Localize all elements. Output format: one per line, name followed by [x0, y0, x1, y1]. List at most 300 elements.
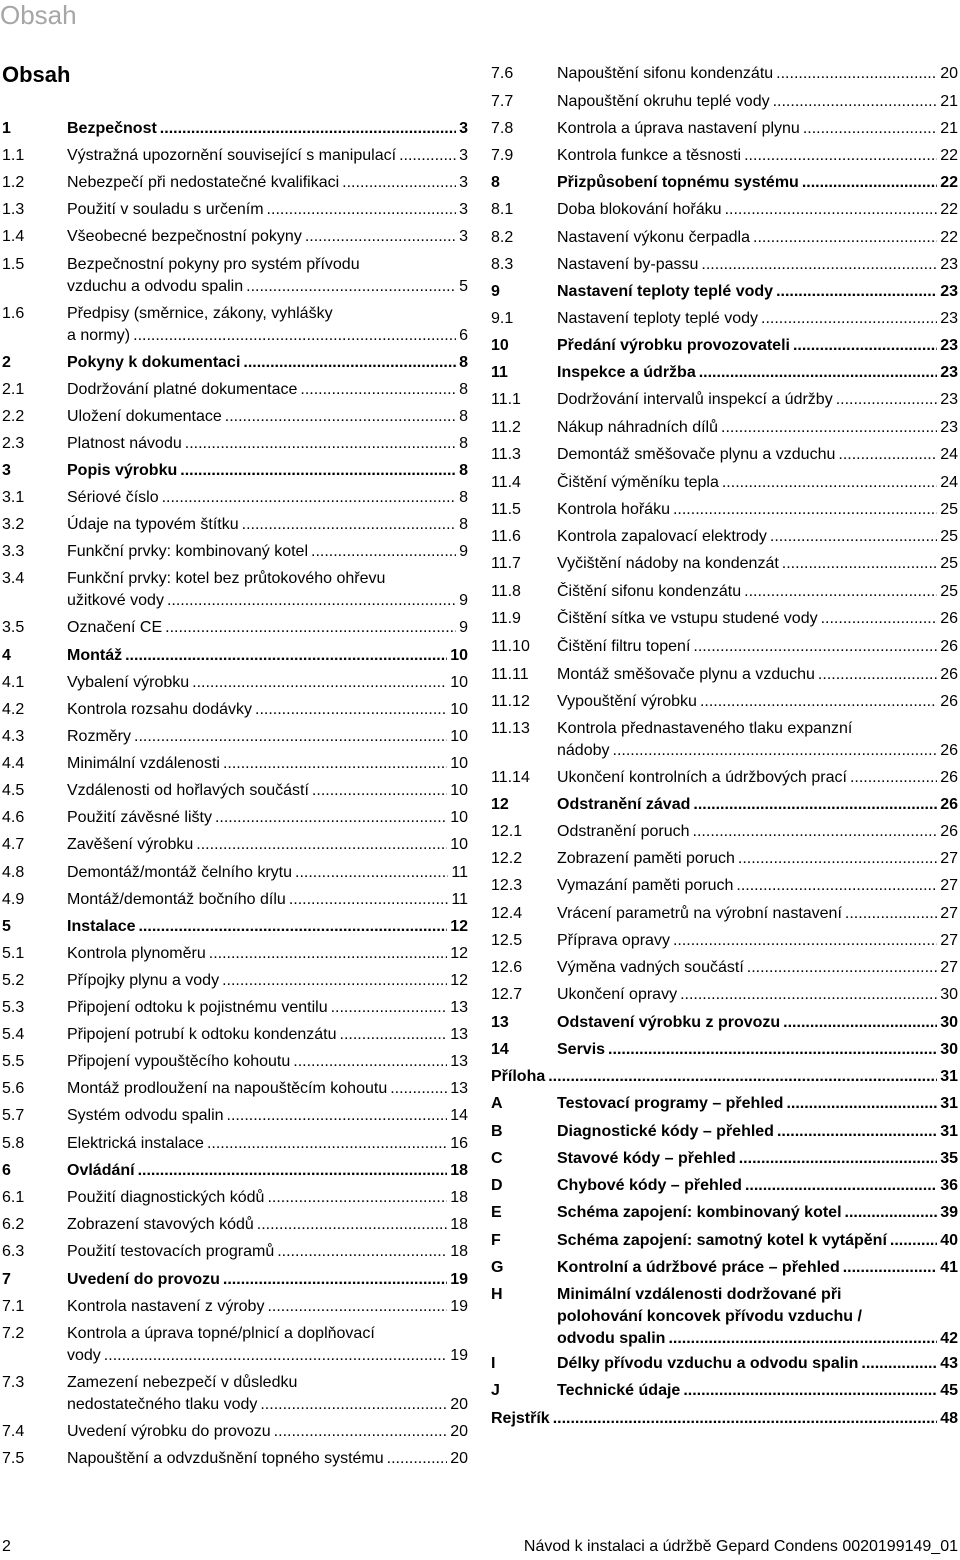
toc-entry-page: 8	[459, 408, 468, 425]
toc-entry-page: 11	[451, 891, 468, 908]
toc-dot-leader	[207, 1133, 447, 1155]
toc-entry-title: nádoby	[557, 742, 610, 759]
toc-entry-title: Sériové číslo	[67, 489, 159, 506]
toc-entry-title: Odstranění poruch	[557, 823, 690, 840]
toc-entry-title: Čištění výměníku tepla	[557, 474, 719, 491]
toc-dot-leader	[387, 1448, 448, 1470]
toc-entry-title: Připojení odtoku k pojistnému ventilu	[67, 999, 328, 1016]
toc-dot-leader	[783, 1012, 937, 1034]
toc-entry[interactable]	[491, 526, 960, 548]
toc-entry[interactable]	[2, 1214, 470, 1236]
toc-entry-page: 23	[940, 310, 958, 327]
toc-entry-number: A	[491, 1095, 503, 1112]
toc-entry-title: Kontrola rozsahu dodávky	[67, 701, 252, 718]
toc-entry-number: 5.5	[2, 1053, 25, 1070]
toc-dot-leader	[312, 780, 447, 802]
toc-entry[interactable]	[491, 1284, 960, 1350]
toc-entry[interactable]	[2, 645, 470, 667]
toc-entry-number: F	[491, 1232, 501, 1249]
toc-entry-title: Minimální vzdálenosti	[67, 755, 220, 772]
toc-entry[interactable]	[491, 1408, 960, 1430]
toc-entry-title: Uvedení do provozu	[67, 1271, 220, 1288]
toc-entry-number: 3.5	[2, 619, 25, 636]
toc-entry[interactable]	[491, 1353, 960, 1375]
toc-entry-title: Vymazání paměti poruch	[557, 877, 734, 894]
toc-entry-number: 5.3	[2, 999, 25, 1016]
toc-entry-page: 13	[450, 999, 468, 1016]
toc-entry-page: 6	[459, 327, 468, 344]
toc-entry[interactable]	[2, 514, 470, 536]
toc-entry-page: 13	[450, 1080, 468, 1097]
toc-dot-leader	[390, 1078, 447, 1100]
toc-entry[interactable]	[491, 821, 960, 843]
toc-entry-title: Vypouštění výrobku	[557, 693, 697, 710]
toc-entry[interactable]	[491, 499, 960, 521]
toc-entry-number: 6	[2, 1162, 11, 1179]
toc-entry-title: Kontrola hořáku	[557, 501, 670, 518]
toc-entry[interactable]	[491, 718, 960, 762]
toc-entry-page: 14	[450, 1107, 468, 1124]
toc-dot-leader	[890, 1230, 937, 1252]
toc-entry-title: Montáž/demontáž bočního dílu	[67, 891, 286, 908]
toc-entry-page: 36	[940, 1177, 958, 1194]
toc-dot-leader	[693, 636, 937, 658]
toc-entry-title: Schéma zapojení: samotný kotel k vytápění	[557, 1232, 887, 1249]
toc-entry-number: 4.4	[2, 755, 25, 772]
toc-entry-title: Montáž	[67, 647, 123, 664]
toc-dot-leader	[725, 199, 938, 221]
toc-entry-number: 11.7	[491, 555, 521, 572]
toc-entry[interactable]	[2, 1296, 470, 1318]
toc-entry-number: 12.2	[491, 850, 523, 867]
toc-dot-leader	[773, 91, 938, 113]
toc-entry-number: C	[491, 1150, 503, 1167]
toc-entry-number: 4.8	[2, 864, 25, 881]
toc-dot-leader	[134, 726, 447, 748]
toc-entry-title: Vybalení výrobku	[67, 674, 190, 691]
toc-entry-title: Systém odvodu spalin	[67, 1107, 224, 1124]
toc-entry[interactable]	[491, 1121, 960, 1143]
toc-entry[interactable]	[491, 1066, 960, 1088]
toc-entry-title: Montáž prodloužení na napouštěcím kohoutu	[67, 1080, 388, 1097]
toc-entry-number: 12.1	[491, 823, 523, 840]
toc-dot-leader	[843, 1257, 937, 1279]
toc-dot-leader	[744, 581, 937, 603]
toc-entry-page: 3	[459, 201, 468, 218]
toc-entry-title: Ukončení kontrolních a údržbových prací	[557, 769, 847, 786]
toc-entry-title: Nastavení výkonu čerpadla	[557, 229, 750, 246]
toc-entry-page: 18	[450, 1189, 468, 1206]
toc-entry-number: 6.3	[2, 1243, 25, 1260]
toc-entry[interactable]	[2, 172, 470, 194]
toc-entry[interactable]	[491, 984, 960, 1006]
toc-entry[interactable]	[2, 672, 470, 694]
toc-entry[interactable]	[491, 691, 960, 713]
toc-entry[interactable]	[2, 1078, 470, 1100]
toc-entry-page: 40	[940, 1232, 958, 1249]
toc-entry-number: 7.8	[491, 120, 514, 137]
toc-entry[interactable]	[491, 308, 960, 330]
toc-entry-number: 1.3	[2, 201, 25, 218]
toc-dot-leader	[850, 767, 937, 789]
toc-entry-number: J	[491, 1382, 500, 1399]
toc-entry-number: 11.10	[491, 638, 530, 655]
toc-dot-leader	[223, 1269, 447, 1291]
toc-entry-page: 9	[459, 592, 468, 609]
toc-entry[interactable]	[2, 943, 470, 965]
toc-entry-number: 2.3	[2, 435, 25, 452]
toc-entry[interactable]	[491, 581, 960, 603]
toc-entry-number: I	[491, 1355, 496, 1372]
toc-dot-leader	[739, 1148, 937, 1170]
toc-entry-number: 6.1	[2, 1189, 25, 1206]
toc-entry-page: 20	[940, 65, 958, 82]
toc-entry-page: 18	[450, 1162, 468, 1179]
toc-entry[interactable]	[2, 379, 470, 401]
toc-entry-number: H	[491, 1286, 503, 1303]
toc-entry-page: 3	[459, 228, 468, 245]
toc-entry[interactable]	[491, 875, 960, 897]
toc-entry-title: odvodu spalin	[557, 1330, 666, 1347]
toc-entry[interactable]	[2, 199, 470, 221]
toc-entry[interactable]	[491, 794, 960, 816]
toc-entry-title: Dodržování platné dokumentace	[67, 381, 298, 398]
toc-entry-title: Instalace	[67, 918, 136, 935]
toc-entry-page: 10	[450, 728, 468, 745]
toc-entry-number: 12.7	[491, 986, 523, 1003]
running-header: Obsah	[0, 0, 77, 30]
toc-entry-page: 26	[940, 666, 958, 683]
toc-entry[interactable]	[2, 433, 470, 455]
toc-entry-title: Servis	[557, 1041, 606, 1058]
toc-dot-leader	[125, 645, 447, 667]
toc-dot-leader	[802, 172, 937, 194]
toc-entry-title: Uvedení výrobku do provozu	[67, 1423, 271, 1440]
toc-entry-title: Výměna vadných součástí	[557, 959, 744, 976]
toc-entry[interactable]	[2, 807, 470, 829]
toc-entry[interactable]	[491, 848, 960, 870]
toc-entry-page: 3	[459, 120, 468, 137]
toc-dot-leader	[608, 1039, 937, 1061]
toc-entry[interactable]	[2, 254, 470, 298]
toc-entry-title: užitkové vody	[67, 592, 164, 609]
toc-dot-leader	[300, 379, 456, 401]
toc-entry-title: Kontrola funkce a těsnosti	[557, 147, 742, 164]
toc-entry-page: 23	[940, 391, 958, 408]
toc-entry-title: Vrácení parametrů na výrobní nastavení	[557, 905, 842, 922]
toc-entry[interactable]	[491, 608, 960, 630]
toc-entry-title: Použití závěsné lišty	[67, 809, 212, 826]
toc-entry[interactable]	[491, 1175, 960, 1197]
toc-entry-title: Napouštění okruhu teplé vody	[557, 93, 770, 110]
toc-dot-leader	[185, 433, 456, 455]
toc-dot-leader	[255, 699, 447, 721]
toc-entry-page: 30	[940, 986, 958, 1003]
toc-entry-title: Připojení vypouštěcího kohoutu	[67, 1053, 291, 1070]
toc-entry-page: 42	[940, 1330, 958, 1347]
toc-dot-leader	[818, 664, 937, 686]
toc-entry[interactable]	[2, 118, 470, 140]
toc-entry-page: 8	[459, 354, 468, 371]
toc-entry[interactable]	[491, 1257, 960, 1279]
toc-entry[interactable]	[491, 1202, 960, 1224]
toc-entry-number: 2.1	[2, 381, 25, 398]
toc-entry-page: 10	[450, 674, 468, 691]
toc-entry-number: 1.2	[2, 174, 25, 191]
toc-entry-title: vzduchu a odvodu spalin	[67, 278, 244, 295]
toc-entry-title: Doba blokování hořáku	[557, 201, 722, 218]
toc-entry[interactable]	[491, 664, 960, 686]
toc-entry[interactable]	[491, 1230, 960, 1252]
toc-entry-number: 4.6	[2, 809, 25, 826]
toc-entry[interactable]	[2, 568, 470, 612]
toc-dot-leader	[222, 970, 447, 992]
toc-entry-number: 12.6	[491, 959, 523, 976]
toc-entry-page: 26	[940, 823, 958, 840]
toc-dot-leader	[267, 199, 457, 221]
toc-entry[interactable]	[2, 753, 470, 775]
toc-entry[interactable]	[491, 417, 960, 439]
toc-entry[interactable]	[491, 930, 960, 952]
toc-entry-title: Kontrola zapalovací elektrody	[557, 528, 767, 545]
toc-dot-leader	[133, 325, 456, 347]
toc-entry-page: 3	[459, 147, 468, 164]
toc-entry[interactable]	[2, 889, 470, 911]
toc-entry-title: Výstražná upozornění související s manipulací	[67, 147, 397, 164]
toc-entry-title: a normy)	[67, 327, 131, 344]
toc-entry[interactable]	[491, 91, 960, 113]
toc-entry[interactable]	[491, 472, 960, 494]
toc-entry[interactable]	[2, 1105, 470, 1127]
toc-entry[interactable]	[2, 1160, 470, 1182]
toc-entry[interactable]	[491, 957, 960, 979]
toc-entry-number: 7.5	[2, 1450, 25, 1467]
toc-dot-leader	[836, 389, 938, 411]
toc-entry-page: 23	[940, 364, 958, 381]
toc-entry-number: 5.7	[2, 1107, 25, 1124]
toc-entry[interactable]	[2, 226, 470, 248]
toc-entry[interactable]	[2, 916, 470, 938]
toc-entry-title: Nastavení teploty teplé vody	[557, 310, 759, 327]
toc-entry-number: 4.2	[2, 701, 25, 718]
toc-entry-title: Technické údaje	[557, 1382, 681, 1399]
toc-entry-title: Příprava opravy	[557, 932, 670, 949]
toc-dot-leader	[738, 848, 937, 870]
toc-entry-page: 26	[940, 610, 958, 627]
toc-entry-title: Kontrola a úprava nastavení plynu	[557, 120, 800, 137]
toc-entry-page: 22	[940, 201, 958, 218]
toc-entry-page: 26	[940, 693, 958, 710]
toc-entry[interactable]	[2, 1421, 470, 1443]
toc-entry[interactable]	[2, 997, 470, 1019]
toc-dot-leader	[165, 617, 456, 639]
toc-entry-number: D	[491, 1177, 503, 1194]
toc-entry-number: 4.1	[2, 674, 25, 691]
toc-entry-title: Bezpečnost	[67, 120, 157, 137]
toc-entry-title: Rejstřík	[491, 1410, 550, 1427]
toc-entry-number: 1	[2, 120, 11, 137]
toc-dot-leader	[721, 417, 937, 439]
toc-entry[interactable]	[2, 726, 470, 748]
toc-entry[interactable]	[491, 227, 960, 249]
toc-entry-title: Diagnostické kódy – přehled	[557, 1123, 774, 1140]
toc-dot-leader	[242, 514, 456, 536]
toc-entry-page: 3	[459, 174, 468, 191]
toc-entry-title: Čištění filtru topení	[557, 638, 691, 655]
toc-entry-page: 16	[450, 1135, 468, 1152]
toc-entry[interactable]	[491, 172, 960, 194]
toc-dot-leader	[673, 930, 937, 952]
toc-dot-leader	[770, 526, 937, 548]
toc-entry[interactable]	[2, 460, 470, 482]
toc-entry-number: 11.8	[491, 583, 521, 600]
toc-entry[interactable]	[491, 145, 960, 167]
toc-dot-leader	[821, 608, 938, 630]
toc-entry[interactable]	[491, 254, 960, 276]
toc-entry[interactable]	[2, 145, 470, 167]
toc-entry-page: 27	[940, 850, 958, 867]
toc-entry-number: 4.9	[2, 891, 25, 908]
toc-entry[interactable]	[491, 903, 960, 925]
toc-entry[interactable]	[491, 281, 960, 303]
toc-entry[interactable]	[491, 444, 960, 466]
toc-entry-page: 9	[459, 619, 468, 636]
toc-entry-title: Označení CE	[67, 619, 163, 636]
toc-entry[interactable]	[2, 970, 470, 992]
toc-entry-number: 2	[2, 354, 11, 371]
toc-entry-title: Přizpůsobení topnému systému	[557, 174, 799, 191]
toc-entry[interactable]	[491, 636, 960, 658]
toc-entry-title: Všeobecné bezpečnostní pokyny	[67, 228, 302, 245]
toc-entry-title: Platnost návodu	[67, 435, 182, 452]
toc-entry[interactable]	[2, 699, 470, 721]
toc-entry-page: 26	[940, 638, 958, 655]
toc-entry-number: 4.5	[2, 782, 25, 799]
toc-entry[interactable]	[491, 1148, 960, 1170]
toc-dot-leader	[277, 1241, 447, 1263]
toc-dot-leader	[845, 903, 937, 925]
toc-entry-title: Přípojky plynu a vody	[67, 972, 220, 989]
toc-entry[interactable]	[2, 303, 470, 347]
toc-entry-page: 12	[450, 945, 468, 962]
toc-entry[interactable]	[491, 553, 960, 575]
toc-entry-page: 22	[940, 174, 958, 191]
toc-dot-leader	[243, 352, 456, 374]
toc-entry-number: 11.5	[491, 501, 521, 518]
toc-entry-number: 1.4	[2, 228, 25, 245]
toc-entry[interactable]	[491, 199, 960, 221]
toc-entry[interactable]	[491, 1039, 960, 1061]
toc-entry[interactable]	[491, 767, 960, 789]
toc-dot-leader	[215, 807, 447, 829]
toc-entry-title: Nastavení by-passu	[557, 256, 699, 273]
toc-dot-leader	[668, 1328, 937, 1350]
toc-entry-page: 18	[450, 1216, 468, 1233]
toc-entry[interactable]	[2, 541, 470, 563]
toc-dot-leader	[753, 227, 937, 249]
toc-entry-page: 24	[940, 446, 958, 463]
toc-entry[interactable]	[2, 406, 470, 428]
toc-dot-leader	[736, 875, 937, 897]
toc-entry[interactable]	[491, 1012, 960, 1034]
toc-dot-leader	[305, 226, 456, 248]
toc-entry-page: 30	[940, 1014, 958, 1031]
toc-entry-number: 14	[491, 1041, 509, 1058]
toc-entry-page: 8	[459, 462, 468, 479]
toc-entry-title: Příloha	[491, 1068, 546, 1085]
toc-entry-page: 5	[459, 278, 468, 295]
toc-entry-page: 31	[940, 1123, 958, 1140]
toc-entry-page: 25	[940, 583, 958, 600]
toc-entry[interactable]	[2, 1448, 470, 1470]
toc-dot-leader	[776, 281, 937, 303]
toc-entry-page: 27	[940, 877, 958, 894]
toc-entry[interactable]	[491, 118, 960, 140]
toc-entry-page: 31	[940, 1068, 958, 1085]
toc-entry[interactable]	[2, 1269, 470, 1291]
toc-dot-leader	[246, 276, 456, 298]
toc-dot-leader	[776, 63, 937, 85]
toc-entry[interactable]	[2, 780, 470, 802]
toc-entry-page: 25	[940, 555, 958, 572]
toc-entry[interactable]	[2, 1051, 470, 1073]
toc-entry-page: 27	[940, 905, 958, 922]
toc-entry[interactable]	[491, 1093, 960, 1115]
toc-entry[interactable]	[2, 617, 470, 639]
toc-entry-number: 11.2	[491, 419, 521, 436]
toc-entry-page: 48	[940, 1410, 958, 1427]
toc-entry-number: 3.1	[2, 489, 25, 506]
toc-entry[interactable]	[2, 1372, 470, 1416]
toc-entry[interactable]	[2, 834, 470, 856]
toc-dot-leader	[192, 672, 447, 694]
toc-entry-number: 11.6	[491, 528, 521, 545]
toc-entry[interactable]	[491, 389, 960, 411]
toc-entry[interactable]	[491, 335, 960, 357]
toc-entry-title: Vzdálenosti od hořlavých součástí	[67, 782, 309, 799]
toc-dot-leader	[138, 916, 447, 938]
toc-entry-title: Použití testovacích programů	[67, 1243, 275, 1260]
toc-dot-leader	[553, 1408, 938, 1430]
toc-entry-number: 1.5	[2, 256, 25, 273]
toc-entry[interactable]	[2, 1187, 470, 1209]
toc-entry-page: 35	[940, 1150, 958, 1167]
toc-entry[interactable]	[2, 1241, 470, 1263]
toc-entry[interactable]	[491, 362, 960, 384]
toc-entry[interactable]	[2, 1323, 470, 1367]
toc-entry-title: Demontáž/montáž čelního krytu	[67, 864, 292, 881]
toc-entry[interactable]	[2, 1024, 470, 1046]
toc-entry-page: 8	[459, 381, 468, 398]
toc-entry[interactable]	[2, 862, 470, 884]
toc-entry-page: 11	[451, 864, 468, 881]
toc-entry-title: Použití diagnostických kódů	[67, 1189, 265, 1206]
toc-entry-number: 12	[491, 796, 509, 813]
toc-entry[interactable]	[491, 63, 960, 85]
toc-entry-page: 20	[450, 1423, 468, 1440]
toc-entry-page: 23	[940, 256, 958, 273]
toc-entry[interactable]	[2, 487, 470, 509]
toc-entry-page: 8	[459, 435, 468, 452]
toc-entry-number: 7.6	[491, 65, 514, 82]
toc-entry[interactable]	[2, 352, 470, 374]
toc-dot-leader	[701, 254, 937, 276]
toc-entry-page: 10	[450, 836, 468, 853]
toc-entry-title: Dodržování intervalů inspekcí a údržby	[557, 391, 833, 408]
toc-entry-number: B	[491, 1123, 503, 1140]
toc-entry[interactable]	[491, 1380, 960, 1402]
toc-entry[interactable]	[2, 1133, 470, 1155]
